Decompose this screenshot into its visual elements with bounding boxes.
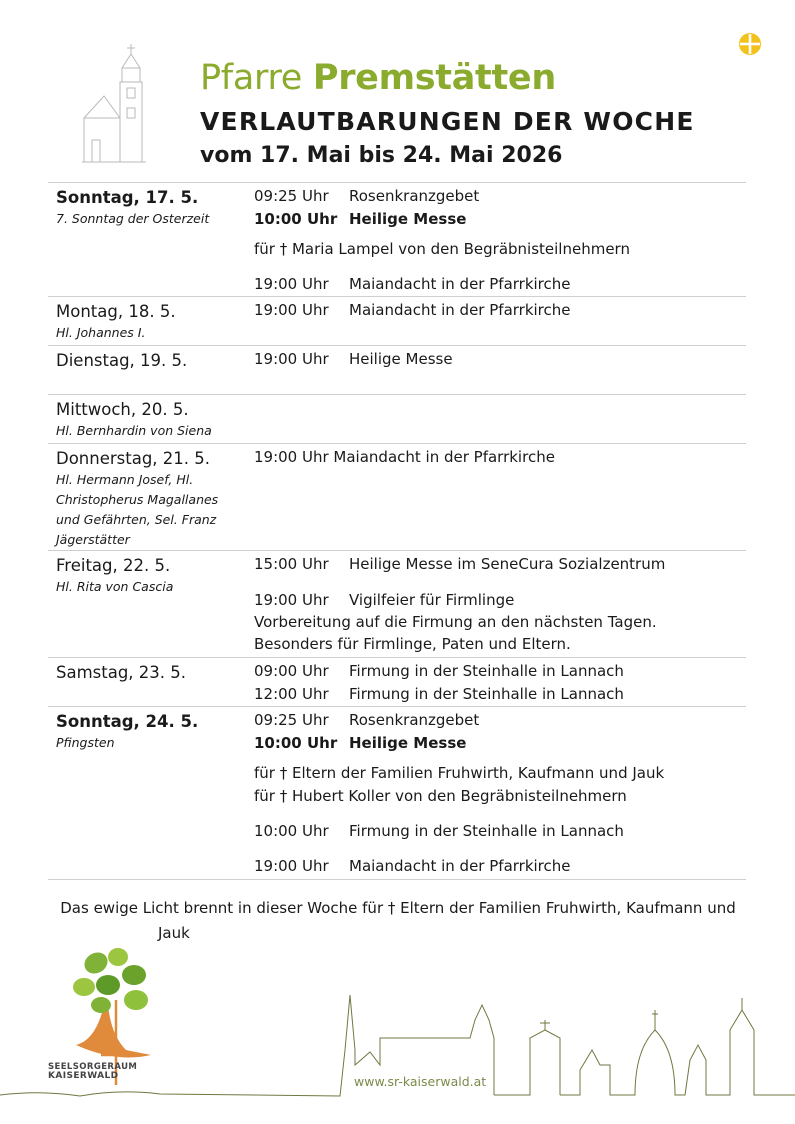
day-name: Donnerstag, 21. 5.	[56, 449, 211, 468]
schedule-entry: 12:00 Uhr Firmung in der Steinhalle in Lannach	[254, 685, 624, 703]
schedule-entry: 09:00 Uhr Firmung in der Steinhalle in Lannach	[254, 662, 624, 680]
day-row-friday	[48, 551, 746, 658]
day-row-wednesday	[48, 395, 746, 444]
schedule-entry: 19:00 Uhr Maiandacht in der Pfarrkirche	[254, 857, 571, 875]
day-subtitle: Hl. Hermann Josef, Hl. Christopherus Magallanes und Gefährten, Sel. Franz Jägerstätter	[56, 472, 219, 547]
schedule-entry: 10:00 Uhr Firmung in der Steinhalle in Lannach	[254, 822, 624, 840]
schedule-entry: 15:00 Uhr Heilige Messe im SeneCura Sozialzentrum	[254, 555, 666, 573]
schedule-entry: 19:00 Uhr Vigilfeier für Firmlinge	[254, 591, 515, 609]
schedule-entry: 19:00 Uhr Heilige Messe	[254, 350, 453, 368]
schedule-table	[48, 182, 746, 880]
day-name: Sonntag, 24. 5.	[56, 712, 199, 731]
entry-note: 19:00 Uhr Maiandacht in der Pfarrkirche	[254, 448, 555, 466]
day-name: Samstag, 23. 5.	[56, 663, 187, 682]
day-row-sunday-24	[48, 707, 746, 880]
entry-note: für † Maria Lampel von den Begräbnisteilnehmern	[254, 240, 630, 258]
logo-caption: SEELSORGERAUM KAISERWALD	[48, 1062, 138, 1081]
entry-note: Besonders für Firmlinge, Paten und Eltern.	[254, 635, 571, 653]
schedule-entry: 10:00 Uhr Heilige Messe	[254, 210, 467, 228]
day-subtitle: 7. Sonntag der Osterzeit	[56, 211, 210, 226]
church-icon	[82, 44, 146, 166]
day-row-monday	[48, 297, 746, 346]
day-subtitle: Pfingsten	[56, 735, 115, 750]
cross-logo-icon	[738, 32, 762, 56]
eternal-light-note: Das ewige Licht brennt in dieser Woche für † Eltern der Familien Fruhwirth, Kaufmann und Jauk	[60, 899, 736, 942]
day-name: Dienstag, 19. 5.	[56, 351, 188, 370]
day-subtitle: Hl. Bernhardin von Siena	[56, 423, 212, 438]
entry-note: für † Hubert Koller von den Begräbnisteilnehmern	[254, 787, 627, 805]
day-subtitle: Hl. Johannes I.	[56, 325, 146, 340]
page-heading: VERLAUTBARUNGEN DER WOCHE	[200, 107, 695, 136]
day-name: Sonntag, 17. 5.	[56, 188, 199, 207]
day-row-tuesday	[48, 346, 746, 395]
day-name: Montag, 18. 5.	[56, 302, 176, 321]
day-subtitle: Hl. Rita von Cascia	[56, 579, 174, 594]
schedule-entry: 19:00 Uhr Maiandacht in der Pfarrkirche	[254, 301, 571, 319]
day-row-sunday-17	[48, 183, 746, 297]
schedule-entry: 10:00 Uhr Heilige Messe	[254, 734, 467, 752]
entry-note: Vorbereitung auf die Firmung an den nächsten Tagen.	[254, 613, 657, 631]
parish-title: Pfarre Premstätten	[200, 58, 556, 98]
entry-note: für † Eltern der Familien Fruhwirth, Kaufmann und Jauk	[254, 764, 665, 782]
schedule-entry: 19:00 Uhr Maiandacht in der Pfarrkirche	[254, 275, 571, 293]
date-range: vom 17. Mai bis 24. Mai 2026	[200, 143, 563, 168]
schedule-entry: 09:25 Uhr Rosenkranzgebet	[254, 711, 480, 729]
day-row-thursday	[48, 444, 746, 551]
schedule-entry: 09:25 Uhr Rosenkranzgebet	[254, 187, 480, 205]
day-row-saturday	[48, 658, 746, 707]
day-name: Freitag, 22. 5.	[56, 556, 171, 575]
day-name: Mittwoch, 20. 5.	[56, 400, 189, 419]
website-link[interactable]: www.sr-kaiserwald.at	[354, 1074, 487, 1089]
